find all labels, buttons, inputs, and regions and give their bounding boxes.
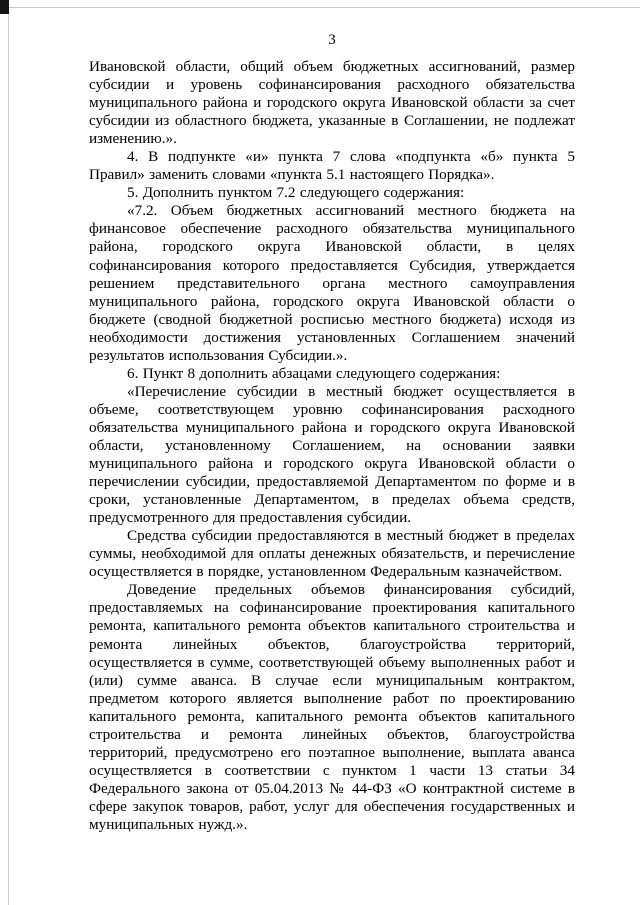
paragraph: Средства субсидии предоставляются в местный бюджет в пределах суммы, необходимой для оплаты денежных обязательств, и перечисление осуществляется в порядке, установленном Федеральным казначейством. [89,527,575,581]
scan-artifact-corner-mark [0,0,9,14]
page-content [89,31,575,834]
paragraph: «Перечисление субсидии в местный бюджет осуществляется в объеме, соответствующем уровню софинансирования расходного обязательства муниципального района и городского округа Ивановской области, установленному Соглашением, на основании заявки муниципального района и городского округа Ивановской области о перечислении субсидии, предоставляемой Департаментом по форме и в сроки, установленные Департаментом, в пределах объема средств, предусмотренного для предоставления субсидии. [89,382,575,527]
paragraph: 6. Пункт 8 дополнить абзацами следующего содержания: [127,364,501,382]
document-body [89,58,575,834]
paragraph: 4. В подпункте «и» пункта 7 слова «подпункта «б» пункта 5 Правил» заменить словами «пункта 5.1 настоящего Порядка». [89,148,575,184]
scan-artifact-left-line [8,0,9,905]
page-number: 3 [328,32,336,48]
paragraph: Доведение предельных объемов финансирования субсидий, предоставляемых на софинансирование проектирования капитального ремонта, капитального ремонта объектов капитального строительства и ремонта линейных объектов, благоустройства территорий, осуществляется в сумме, соответствующей объему выполненных работ и (или) сумме аванса. В случае если муниципальным контрактом, предметом которого является выполнение работ по проектированию капитального ремонта, капитального ремонта объектов капитального строительства и ремонта линейных объектов, благоустройства территорий, предусмотрено его поэтапное выполнение, выплата аванса осуществляется в соответствии с пунктом 1 части 13 статьи 34 Федерального закона от 05.04.2013 № 44-ФЗ «О контрактной системе в сфере закупок товаров, работ, услуг для обеспечения государственных и муниципальных нужд.». [89,581,575,833]
paragraph: Ивановской области, общий объем бюджетных ассигнований, размер субсидии и уровень софинансирования расходного обязательства муниципального района и городского округа Ивановской области за счет субсидии из областного бюджета, указанные в Соглашении, не подлежат изменению.». [89,58,575,148]
paragraph: «7.2. Объем бюджетных ассигнований местного бюджета на финансовое обеспечение расходного обязательства муниципального района, городского округа Ивановской области, в целях софинансирования которого предоставляется Субсидия, утверждается решением представительного органа местного самоуправления муниципального района, городского округа Ивановской области о бюджете (сводной бюджетной росписью местного бюджета) исходя из необходимости достижения установленных Соглашением значений результатов использования Субсидии.». [89,202,575,364]
paragraph: 5. Дополнить пунктом 7.2 следующего содержания: [127,184,465,202]
scan-artifact-top-line [0,7,640,8]
